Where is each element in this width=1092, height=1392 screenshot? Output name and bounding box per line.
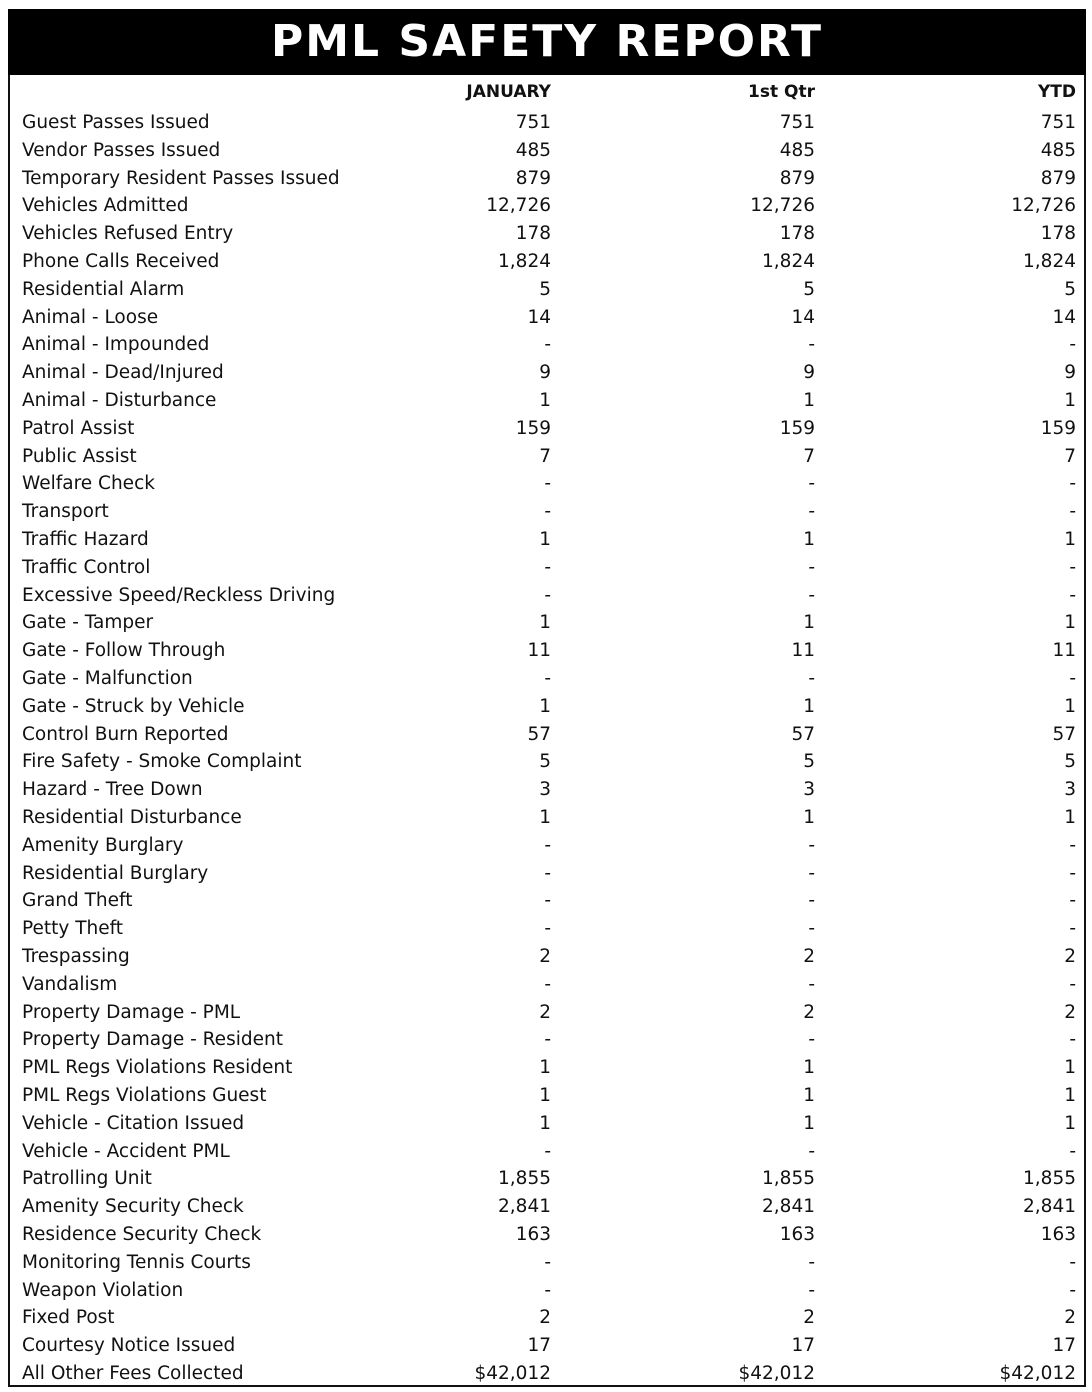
table-row (22, 943, 1076, 971)
row-label: Animal - Disturbance (22, 390, 217, 411)
row-quarter-value: - (808, 473, 815, 495)
row-january-value: 11 (527, 640, 551, 662)
row-quarter-value: - (808, 556, 815, 578)
row-label: Gate - Tamper (22, 612, 154, 634)
table-row (22, 554, 1076, 582)
row-ytd-value: 751 (1040, 112, 1076, 133)
row-quarter-value: 163 (779, 1224, 815, 1245)
row-january-value: 17 (527, 1335, 551, 1357)
row-quarter-value: 5 (803, 278, 815, 300)
row-ytd-value: - (1069, 973, 1076, 995)
row-label: Control Burn Reported (22, 723, 229, 745)
row-january-value: 1 (539, 529, 551, 550)
table-row (22, 1304, 1076, 1332)
row-quarter-value: 2,841 (762, 1196, 815, 1218)
row-label: Residential Alarm (22, 278, 185, 300)
row-ytd-value: 14 (1052, 306, 1076, 328)
row-ytd-value: 2,841 (1023, 1196, 1076, 1218)
row-ytd-value: 11 (1052, 640, 1076, 662)
row-label: Public Assist (22, 445, 137, 467)
row-ytd-value: - (1069, 1029, 1076, 1051)
row-ytd-value: 178 (1040, 223, 1076, 245)
table-row (22, 443, 1076, 471)
table-row (22, 804, 1076, 832)
row-quarter-value: - (808, 834, 815, 856)
row-label: Amenity Burglary (22, 834, 184, 856)
row-january-value: 1 (539, 1085, 551, 1106)
column-header-row (22, 82, 1076, 108)
table-row (22, 1138, 1076, 1166)
row-ytd-value: 1 (1064, 612, 1076, 634)
row-quarter-value: 11 (791, 640, 815, 662)
table-row (22, 137, 1076, 165)
column-header-quarter: 1st Qtr (748, 82, 815, 102)
row-quarter-value: 3 (803, 779, 815, 801)
row-ytd-value: - (1069, 862, 1076, 884)
table-row (22, 582, 1076, 610)
row-label: Property Damage - PML (22, 1001, 241, 1023)
row-label: Gate - Struck by Vehicle (22, 695, 245, 717)
table-row (22, 1110, 1076, 1138)
row-january-value: 1 (539, 1057, 551, 1079)
row-label: Temporary Resident Passes Issued (22, 167, 340, 189)
row-january-value: 2 (539, 1001, 551, 1023)
row-quarter-value: 1 (803, 1057, 815, 1079)
row-january-value: - (544, 1251, 551, 1273)
table-row (22, 248, 1076, 276)
row-quarter-value: 14 (791, 306, 815, 328)
row-label: Traffic Control (22, 556, 151, 578)
row-january-value: - (544, 1029, 551, 1051)
row-ytd-value: - (1069, 1279, 1076, 1301)
row-january-value: - (544, 1279, 551, 1301)
table-row (22, 1277, 1076, 1305)
row-label: Traffic Hazard (22, 529, 149, 550)
row-ytd-value: - (1069, 834, 1076, 856)
row-ytd-value: - (1069, 668, 1076, 689)
row-quarter-value: - (808, 668, 815, 689)
safety-report-table (8, 9, 1086, 1387)
row-quarter-value: - (808, 890, 815, 912)
row-ytd-value: - (1069, 501, 1076, 523)
row-quarter-value: 879 (779, 167, 815, 189)
row-label: Guest Passes Issued (22, 112, 210, 133)
row-quarter-value: 1 (803, 1112, 815, 1134)
table-row (22, 109, 1076, 137)
table-row (22, 1082, 1076, 1110)
table-row (22, 331, 1076, 359)
row-ytd-value: 1 (1064, 390, 1076, 411)
row-ytd-value: 1 (1064, 695, 1076, 717)
row-ytd-value: 1 (1064, 1112, 1076, 1134)
row-quarter-value: - (808, 973, 815, 995)
row-ytd-value: 5 (1064, 278, 1076, 300)
row-january-value: 879 (515, 167, 551, 189)
row-january-value: - (544, 973, 551, 995)
row-quarter-value: - (808, 1251, 815, 1273)
row-label: Residential Burglary (22, 862, 209, 884)
row-quarter-value: - (808, 1140, 815, 1162)
row-january-value: - (544, 556, 551, 578)
row-quarter-value: 1 (803, 807, 815, 828)
row-ytd-value: 1 (1064, 529, 1076, 550)
table-row (22, 1193, 1076, 1221)
row-ytd-value: 12,726 (1011, 195, 1076, 217)
row-ytd-value: 163 (1040, 1224, 1076, 1245)
row-label: Patrol Assist (22, 417, 135, 439)
row-quarter-value: - (808, 862, 815, 884)
row-january-value: 1 (539, 695, 551, 717)
row-quarter-value: 17 (791, 1335, 815, 1357)
row-january-value: - (544, 918, 551, 940)
row-ytd-value: - (1069, 473, 1076, 495)
row-ytd-value: 17 (1052, 1335, 1076, 1357)
table-row (22, 721, 1076, 749)
row-quarter-value: 1 (803, 695, 815, 717)
row-quarter-value: $42,012 (738, 1363, 815, 1384)
row-quarter-value: - (808, 501, 815, 523)
row-label: Vendor Passes Issued (22, 139, 221, 161)
row-ytd-value: - (1069, 556, 1076, 578)
row-label: Amenity Security Check (22, 1196, 244, 1218)
row-january-value: $42,012 (474, 1363, 551, 1384)
table-row (22, 387, 1076, 415)
table-row (22, 192, 1076, 220)
table-row (22, 832, 1076, 860)
row-ytd-value: $42,012 (999, 1363, 1076, 1384)
row-january-value: 159 (515, 417, 551, 439)
row-ytd-value: 2 (1064, 1307, 1076, 1329)
row-january-value: 1,824 (498, 251, 551, 272)
table-row (22, 1360, 1076, 1388)
row-quarter-value: 178 (779, 223, 815, 245)
row-ytd-value: 5 (1064, 751, 1076, 773)
row-quarter-value: 5 (803, 751, 815, 773)
column-header-january: JANUARY (466, 82, 551, 102)
table-row (22, 220, 1076, 248)
row-january-value: - (544, 334, 551, 356)
row-quarter-value: 1 (803, 1085, 815, 1106)
row-january-value: 485 (515, 139, 551, 161)
row-january-value: 2 (539, 1307, 551, 1329)
row-label: Transport (22, 501, 109, 523)
row-quarter-value: 485 (779, 139, 815, 161)
row-quarter-value: 2 (803, 1001, 815, 1023)
row-quarter-value: 2 (803, 946, 815, 967)
row-january-value: - (544, 584, 551, 606)
row-label: Monitoring Tennis Courts (22, 1251, 251, 1273)
row-january-value: 2 (539, 946, 551, 967)
row-january-value: 751 (515, 112, 551, 133)
row-ytd-value: 3 (1064, 779, 1076, 801)
row-label: Vehicles Admitted (22, 195, 189, 217)
column-header-ytd: YTD (1037, 82, 1076, 102)
row-ytd-value: - (1069, 1251, 1076, 1273)
row-quarter-value: - (808, 918, 815, 940)
row-january-value: 163 (515, 1224, 551, 1245)
row-label: Weapon Violation (22, 1279, 184, 1301)
table-row (22, 304, 1076, 332)
row-january-value: 1 (539, 1112, 551, 1134)
row-january-value: 57 (527, 723, 551, 745)
row-ytd-value: - (1069, 584, 1076, 606)
row-ytd-value: 2 (1064, 1001, 1076, 1023)
row-ytd-value: 1,855 (1023, 1168, 1076, 1190)
table-row (22, 1249, 1076, 1277)
table-row (22, 915, 1076, 943)
row-january-value: 1,855 (498, 1168, 551, 1190)
row-ytd-value: 1 (1064, 1085, 1076, 1106)
row-ytd-value: - (1069, 334, 1076, 356)
row-ytd-value: 159 (1040, 417, 1076, 439)
table-row (22, 1026, 1076, 1054)
row-january-value: 12,726 (486, 195, 551, 217)
row-label: Trespassing (22, 946, 130, 967)
row-quarter-value: - (808, 334, 815, 356)
row-quarter-value: 159 (779, 417, 815, 439)
row-label: Courtesy Notice Issued (22, 1335, 236, 1357)
row-quarter-value: 1 (803, 529, 815, 550)
row-ytd-value: 879 (1040, 167, 1076, 189)
row-quarter-value: 1,855 (762, 1168, 815, 1190)
row-ytd-value: 1 (1064, 807, 1076, 828)
row-quarter-value: 57 (791, 723, 815, 745)
row-label: Vehicle - Citation Issued (22, 1112, 245, 1134)
row-january-value: 1 (539, 807, 551, 828)
row-january-value: 3 (539, 779, 551, 801)
row-label: Gate - Malfunction (22, 668, 193, 689)
table-row (22, 887, 1076, 915)
row-january-value: 7 (539, 445, 551, 467)
row-quarter-value: - (808, 584, 815, 606)
row-january-value: 5 (539, 278, 551, 300)
table-row (22, 359, 1076, 387)
row-label: PML Regs Violations Resident (22, 1057, 293, 1079)
table-row (22, 748, 1076, 776)
row-quarter-value: - (808, 1029, 815, 1051)
row-quarter-value: 12,726 (750, 195, 815, 217)
table-row (22, 776, 1076, 804)
row-label: Phone Calls Received (22, 251, 220, 272)
row-label: Patrolling Unit (22, 1168, 152, 1190)
row-january-value: 14 (527, 306, 551, 328)
row-label: Residential Disturbance (22, 807, 242, 828)
row-ytd-value: 485 (1040, 139, 1076, 161)
row-january-value: - (544, 834, 551, 856)
table-row (22, 1054, 1076, 1082)
table-row (22, 971, 1076, 999)
row-ytd-value: - (1069, 1140, 1076, 1162)
row-quarter-value: - (808, 1279, 815, 1301)
table-row (22, 860, 1076, 888)
row-quarter-value: 1 (803, 612, 815, 634)
row-label: PML Regs Violations Guest (22, 1085, 267, 1106)
table-row (22, 999, 1076, 1027)
table-row (22, 1221, 1076, 1249)
row-january-value: 1 (539, 390, 551, 411)
row-label: Vehicle - Accident PML (22, 1140, 230, 1162)
table-row (22, 165, 1076, 193)
table-row (22, 1332, 1076, 1360)
row-label: Vehicles Refused Entry (22, 223, 234, 245)
row-january-value: - (544, 668, 551, 689)
row-january-value: 1 (539, 612, 551, 634)
row-label: Animal - Dead/Injured (22, 362, 224, 384)
row-label: Welfare Check (22, 473, 155, 495)
row-january-value: - (544, 890, 551, 912)
table-row (22, 526, 1076, 554)
row-ytd-value: 2 (1064, 946, 1076, 967)
table-row (22, 665, 1076, 693)
table-row (22, 415, 1076, 443)
row-january-value: 5 (539, 751, 551, 773)
row-ytd-value: 1,824 (1023, 251, 1076, 272)
row-label: All Other Fees Collected (22, 1363, 244, 1384)
row-quarter-value: 1 (803, 390, 815, 411)
table-row (22, 470, 1076, 498)
table-row (22, 693, 1076, 721)
table-row (22, 637, 1076, 665)
row-january-value: 9 (539, 362, 551, 384)
row-january-value: - (544, 501, 551, 523)
row-ytd-value: 1 (1064, 1057, 1076, 1079)
row-label: Property Damage - Resident (22, 1029, 283, 1051)
title-bar (8, 9, 1086, 75)
row-quarter-value: 9 (803, 362, 815, 384)
row-label: Gate - Follow Through (22, 640, 226, 662)
row-january-value: - (544, 1140, 551, 1162)
row-ytd-value: - (1069, 890, 1076, 912)
row-label: Fire Safety - Smoke Complaint (22, 751, 302, 773)
row-january-value: - (544, 862, 551, 884)
row-quarter-value: 7 (803, 445, 815, 467)
row-quarter-value: 1,824 (762, 251, 815, 272)
row-ytd-value: 7 (1064, 445, 1076, 467)
row-ytd-value: - (1069, 918, 1076, 940)
row-label: Vandalism (22, 973, 118, 995)
row-ytd-value: 57 (1052, 723, 1076, 745)
row-label: Residence Security Check (22, 1224, 262, 1245)
row-label: Animal - Loose (22, 306, 159, 328)
row-quarter-value: 2 (803, 1307, 815, 1329)
report-title: PML SAFETY REPORT (271, 16, 823, 67)
row-label: Excessive Speed/Reckless Driving (22, 584, 336, 606)
row-quarter-value: 751 (779, 112, 815, 133)
row-label: Grand Theft (22, 890, 133, 912)
row-label: Fixed Post (22, 1307, 115, 1329)
table-row (22, 498, 1076, 526)
row-label: Hazard - Tree Down (22, 779, 203, 801)
row-january-value: 178 (515, 223, 551, 245)
row-ytd-value: 9 (1064, 362, 1076, 384)
row-label: Petty Theft (22, 918, 124, 940)
table-row (22, 276, 1076, 304)
row-january-value: - (544, 473, 551, 495)
table-row (22, 609, 1076, 637)
row-january-value: 2,841 (498, 1196, 551, 1218)
row-label: Animal - Impounded (22, 334, 210, 356)
table-row (22, 1165, 1076, 1193)
